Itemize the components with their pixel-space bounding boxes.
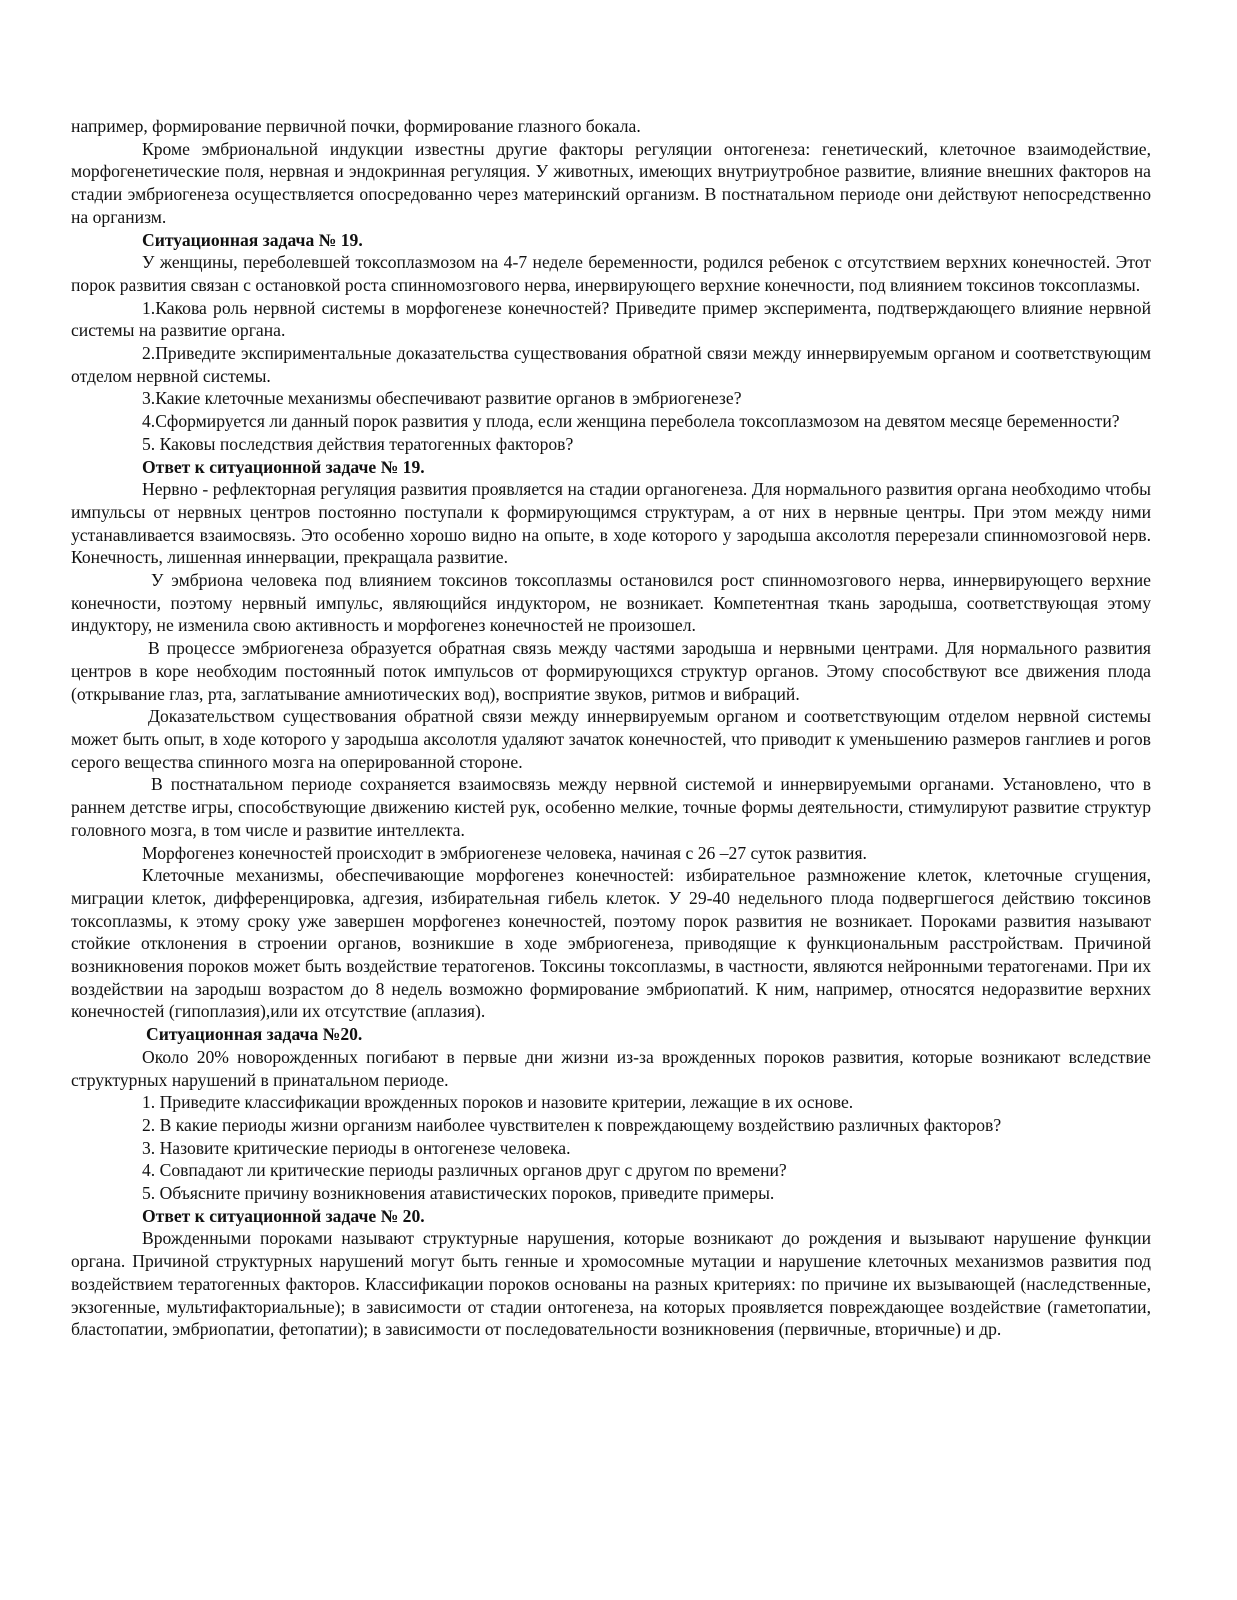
body-paragraph: 5. Каковы последствия действия тератогенных факторов?	[142, 433, 574, 454]
section-heading: Ситуационная задача №20.	[146, 1024, 363, 1045]
body-paragraph: 4.Сформируется ли данный порок развития у плода, если женщина переболела токсоплазмозом на девятом месяце беременности?	[142, 411, 1120, 432]
body-paragraph: 3. Назовите критические периоды в онтогенезе человека.	[142, 1137, 571, 1158]
body-paragraph: 4. Совпадают ли критические периоды различных органов друг с другом по времени?	[142, 1160, 787, 1181]
section-heading: Ответ к ситуационной задаче № 20.	[142, 1205, 425, 1226]
body-paragraph: Кроме эмбриональной индукции известны другие факторы регуляции онтогенеза: генетический, клеточное взаимодействие, морфогенетические поля, нервная и эндокринная регуляция. У животных, имеющих внутриутробное развитие, влияние внешних факторов на стадии эмбриогенеза осуществляется опосредованно через материнский организм. В постнатальном периоде они действуют непосредственно на организм.	[71, 138, 1151, 227]
body-paragraph: У женщины, переболевшей токсоплазмозом на 4-7 неделе беременности, родился ребенок с отсутствием верхних конечностей. Этот порок развития связан с остановкой роста спинномозгового нерва, инервирующего верхние конечности, под влиянием токсинов токсоплазмы.	[71, 252, 1151, 295]
body-paragraph: Клеточные механизмы, обеспечивающие морфогенез конечностей: избирательное размножение клеток, клеточные сгущения, миграции клеток, дифференцировка, адгезия, избирательная гибель клеток. У 29-40 недельного плода подвергшегося действию токсинов токсоплазмы, к этому сроку уже завершен морфогенез конечностей, поэтому порок развития не возникает. Пороками развития называют стойкие отклонения в строении органов, возникшие в ходе эмбриогенеза, приводящие к функциональным расстройствам. Причиной возникновения пороков может быть воздействие тератогенов. Токсины токсоплазмы, в частности, являются нейронными тератогенами. При их воздействии на зародыш возрастом до 8 недель возможно формирование эмбриопатий. К ним, например, относятся недоразвитие верхних конечностей (гипоплазия),или их отсутствие (аплазия).	[71, 865, 1151, 1022]
body-paragraph: 1. Приведите классификации врожденных пороков и назовите критерии, лежащие в их основе.	[142, 1092, 854, 1113]
body-paragraph: 3.Какие клеточные механизмы обеспечивают развитие органов в эмбриогенезе?	[142, 388, 742, 409]
body-paragraph: 1.Какова роль нервной системы в морфогенезе конечностей? Приведите пример эксперимента, подтверждающего влияние нервной системы на развитие органа.	[71, 297, 1151, 341]
section-heading: Ситуационная задача № 19.	[142, 229, 363, 250]
body-paragraph: Доказательством существования обратной связи между иннервируемым органом и соответствующим отделом нервной системы может быть опыт, в ходе которого у зародыша аксолотля удаляют зачаток конечностей, что приводит к уменьшению размеров ганглиев и рогов серого вещества спинного мозга на оперированной стороне.	[71, 706, 1151, 772]
body-paragraph: 2.Приведите экспириментальные доказательства существования обратной связи между иннервируемым органом и соответствующим отделом нервной системы.	[71, 343, 1151, 386]
body-paragraph: Врожденными пороками называют структурные нарушения, которые возникают до рождения и вызывают нарушение функции органа. Причиной структурных нарушений могут быть генные и хромосомные мутации и нарушение клеточных механизмов развития под воздействием тератогенных факторов. Классификации пороков основаны на разных критериях: по причине их вызывающей (наследственные, экзогенные, мультифакториальные); в зависимости от стадии онтогенеза, на которых проявляется повреждающее воздействие (гаметопатии, бластопатии, эмбриопатии, фетопатии); в зависимости от последовательности возникновения (первичные, вторичные) и др.	[71, 1228, 1151, 1340]
body-paragraph: Около 20% новорожденных погибают в первые дни жизни из-за врожденных пороков развития, которые возникают вследствие структурных нарушений в принатальном периоде.	[71, 1046, 1151, 1090]
section-heading: Ответ к ситуационной задаче № 19.	[142, 456, 425, 477]
body-paragraph: Морфогенез конечностей происходит в эмбриогенезе человека, начиная с 26 –27 суток развития.	[142, 842, 867, 863]
body-paragraph: У эмбриона человека под влиянием токсинов токсоплазмы остановился рост спинномозгового нерва, иннервирующего верхние конечности, поэтому нервный импульс, являющийся индуктором, не возникает. Компетентная ткань зародыша, соответствующая этому индуктору, не изменила свою активность и морфогенез конечностей не произошел.	[71, 570, 1151, 636]
body-paragraph: В процессе эмбриогенеза образуется обратная связь между частями зародыша и нервными центрами. Для нормального развития центров в коре необходим постоянный поток импульсов от формирующихся структур органов. Этому способствуют все движения плода (открывание глаз, рта, заглатывание амниотических вод), восприятие звуков, ритмов и вибраций.	[71, 638, 1151, 704]
body-paragraph: 5. Объясните причину возникновения атавистических пороков, приведите примеры.	[142, 1183, 775, 1204]
body-paragraph: Нервно - рефлекторная регуляция развития проявляется на стадии органогенеза. Для нормального развития органа необходимо чтобы импульсы от нервных центров постоянно поступали к формирующимся структурам, а от них в нервные центры. При этом между ними устанавливается взаимосвязь. Это особенно хорошо видно на опыте, в ходе которого у зародыша аксолотля перерезали спинномозговой нерв. Конечность, лишенная иннервации, прекращала развитие.	[71, 479, 1151, 568]
body-paragraph: В постнатальном периоде сохраняется взаимосвязь между нервной системой и иннервируемыми органами. Установлено, что в раннем детстве игры, способствующие движению кистей рук, особенно мелкие, точные формы деятельности, стимулируют развитие структур головного мозга, в том числе и развитие интеллекта.	[71, 774, 1151, 840]
body-paragraph: например, формирование первичной почки, формирование глазного бокала.	[71, 116, 641, 136]
document-page	[71, 115, 1151, 1341]
body-paragraph: 2. В какие периоды жизни организм наиболее чувствителен к повреждающему воздействию различных факторов?	[142, 1114, 1002, 1135]
